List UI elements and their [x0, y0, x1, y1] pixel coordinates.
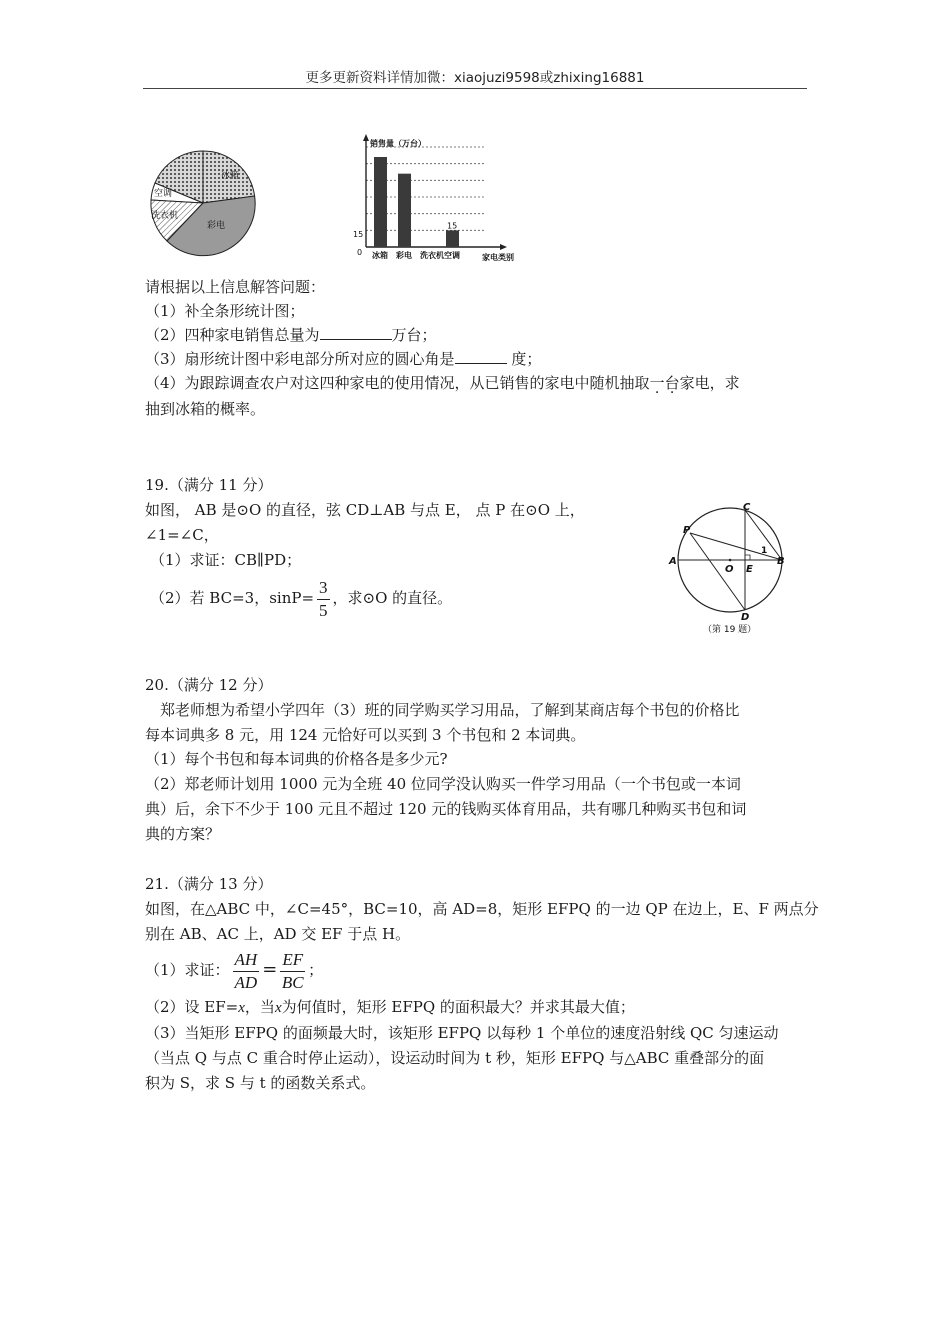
- label-b: B: [777, 556, 785, 567]
- x-axis-arrow: [500, 244, 507, 250]
- page-header: 更多更新资料详情加微：xiaojuzi9598或zhixing16881: [305, 70, 645, 86]
- q21-part2-a: （2）设 EF=: [145, 998, 239, 1016]
- q19-frac-den: 5: [319, 600, 328, 620]
- q19-part2: [150, 575, 452, 622]
- q20-part2-a: （2）郑老师计划用 1000 元为全班 40 位同学没认购买一件学习用品（一个书包或一本词: [145, 775, 741, 793]
- q18-part2-blank[interactable]: [320, 324, 392, 340]
- q20-part2-b: 典）后，余下不少于 100 元且不超过 120 元的钱购买体育用品，共有哪几种购买书包和词: [145, 800, 747, 818]
- label-angle-1: 1: [761, 546, 768, 556]
- q21-title: 21.（满分 13 分）: [145, 875, 273, 893]
- label-e: E: [746, 564, 753, 575]
- center-point: [729, 559, 732, 562]
- q19-frac-num: 3: [317, 577, 330, 600]
- q21-frac1-den: AD: [234, 972, 258, 992]
- q21-fraction-ah-ad: [233, 949, 260, 994]
- q20-part2-c: 典的方案？: [145, 825, 221, 843]
- pie-label-washer: 洗衣机: [151, 211, 179, 221]
- bar-1: [398, 174, 411, 247]
- y-tick-label: 15: [353, 230, 364, 239]
- q18-intro: 请根据以上信息解答问题：: [145, 278, 326, 296]
- q20-title: 20.（满分 12 分）: [145, 676, 273, 694]
- q19-fraction: [317, 577, 330, 622]
- q20-part1: （1）每个书包和每本词典的价格各是多少元?: [145, 750, 448, 768]
- q21-part1-after: ；: [308, 961, 324, 979]
- q18-part3-before: （3）扇形统计图中彩电部分所对应的圆心角是: [145, 350, 455, 368]
- x-tick-label-1: 彩电: [396, 251, 412, 260]
- q18-part1: （1）补全条形统计图；: [145, 302, 305, 320]
- q18-part4: [145, 372, 740, 394]
- q21-line2: 别在 AB、AC 上，AD 交 EF 于点 H。: [145, 925, 411, 943]
- x-tick-label-3: 空调: [444, 251, 460, 260]
- q19-line2: ∠1=∠C，: [145, 526, 219, 544]
- q18-part3-blank[interactable]: [455, 348, 507, 364]
- q21-part3-b: （当点 Q 与点 C 重合时停止运动），设运动时间为 t 秒，矩形 EFPQ 与△ABC 重叠部分的面: [145, 1049, 765, 1067]
- q20-line1: 郑老师想为希望小学四年（3）班的同学购买学习用品，了解到某商店每个书包的价格比: [160, 701, 740, 719]
- bar-value-label: 15: [447, 221, 458, 231]
- q18-part4-a: （4）为跟踪调查农户对这四种家电的使用情况，从已销售的家电中随机抽取: [145, 374, 650, 392]
- q21-fraction-ef-bc: [280, 949, 305, 994]
- q19-part1: （1）求证：CB∥PD；: [150, 551, 302, 569]
- x-axis-label: 家电类别: [482, 253, 514, 262]
- segment-pd: [690, 533, 745, 610]
- origin-label: 0: [357, 248, 363, 257]
- q21-line1: 如图，在△ABC 中，∠C=45°，BC=10，高 AD=8，矩形 EFPQ 的一边 QP 在边上，E、F 两点分: [145, 900, 819, 918]
- bar-0: [374, 157, 387, 247]
- pie-label-ac: 空调: [154, 189, 173, 199]
- q19-part2-before: （2）若 BC=3，sinP=: [150, 589, 315, 607]
- bar-3: [446, 230, 459, 247]
- right-angle-mark: [745, 555, 750, 560]
- segment-pb: [690, 533, 782, 560]
- q21-frac2-den: BC: [281, 972, 304, 992]
- q18-part2-before: （2）四种家电销售总量为: [145, 326, 320, 344]
- q21-var-x2: x: [274, 1000, 282, 1016]
- q21-part1-before: （1）求证：: [145, 961, 230, 979]
- q21-part1: [145, 947, 323, 994]
- q18-part2-after: 万台；: [391, 326, 437, 344]
- label-o: O: [725, 564, 734, 575]
- q21-frac2-num: EF: [280, 949, 305, 972]
- pie-chart: [145, 148, 261, 258]
- label-d: D: [741, 612, 750, 623]
- x-tick-label-2: 洗衣机: [420, 251, 444, 260]
- q18-part3: [145, 348, 541, 370]
- q21-part3-c: 积为 S，求 S 与 t 的函数关系式。: [145, 1074, 376, 1092]
- q18-part3-after: 度；: [506, 350, 542, 368]
- pie-label-tv: 彩电: [207, 221, 226, 231]
- q18-dot-char-1: 一: [649, 374, 665, 392]
- q21-part2-c: 为何值时，矩形 EFPQ 的面积最大？并求其最大值；: [281, 998, 635, 1016]
- q19-line1: 如图， AB 是⊙O 的直径，弦 CD⊥AB 与点 E， 点 P 在⊙O 上，: [145, 501, 585, 519]
- y-axis-arrow: [363, 134, 369, 141]
- label-a: A: [669, 556, 677, 567]
- q20-line2: 每本词典多 8 元，用 124 元恰好可以买到 3 个书包和 2 本词典。: [145, 726, 586, 744]
- q21-part3-a: （3）当矩形 EFPQ 的面频最大时，该矩形 EFPQ 以每秒 1 个单位的速度沿射线 QC 匀速运动: [145, 1024, 779, 1042]
- q18-part4-cont: 抽到冰箱的概率。: [145, 400, 266, 418]
- q18-part2: [145, 324, 437, 346]
- header-rule: [143, 88, 807, 89]
- q19-title: 19.（满分 11 分）: [145, 476, 273, 494]
- q21-part2: [145, 996, 635, 1019]
- y-axis-label: 销售量（万台）: [370, 139, 426, 148]
- label-p: P: [683, 525, 691, 536]
- q18-dot-char-2: 台: [664, 374, 680, 392]
- q21-frac1-num: AH: [233, 949, 260, 972]
- q21-equals: =: [262, 959, 278, 980]
- label-c: C: [743, 502, 751, 513]
- pie-label-fridge: 冰箱: [221, 171, 240, 181]
- q19-part2-after: ，求⊙O 的直径。: [332, 589, 453, 607]
- q19-figure-caption: （第 19 题）: [703, 625, 757, 635]
- q18-part4-b: 家电，求: [679, 374, 740, 392]
- bar-chart: [352, 133, 538, 265]
- x-tick-label-0: 冰箱: [372, 251, 388, 260]
- q21-var-x1: x: [238, 1000, 245, 1016]
- q19-circle-figure: [665, 500, 795, 638]
- q21-part2-b: ，当: [244, 998, 275, 1016]
